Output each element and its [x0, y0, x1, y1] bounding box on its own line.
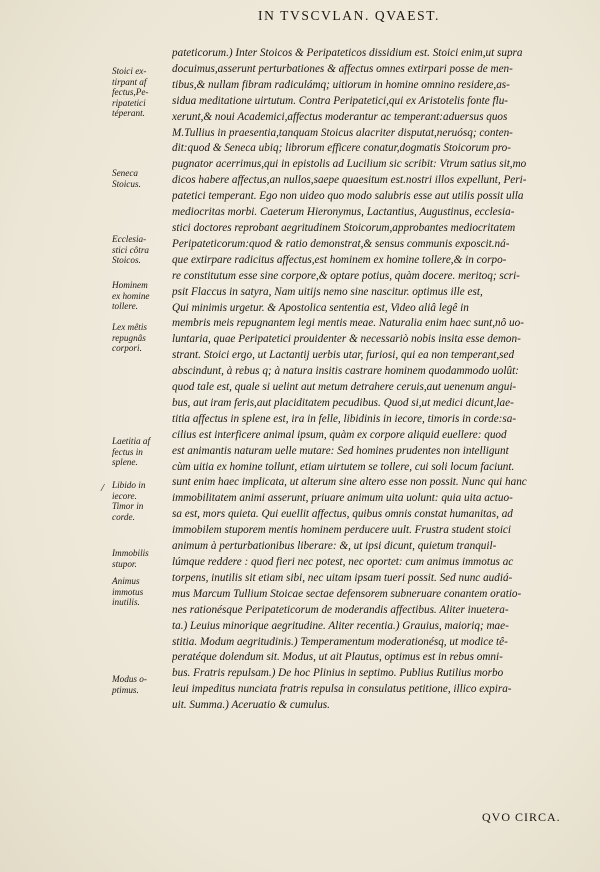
text-line: Qui minimis urgetur. & Apostolica sententia est, Video aliâ legê in — [172, 301, 469, 314]
margin-note-line: tirpant af — [112, 76, 147, 87]
text-line: torpens, inutilis sit etiam sibi, nec uitam ipsam tueri possit. Sed nunc audiá- — [172, 571, 513, 584]
text-line: que extirpare radicitus affectus,est hominem ex homine tollere,& in corpo- — [172, 253, 507, 266]
text-line: est animantis naturam uelle mutare: Sed homines prudentes non intelligunt — [172, 444, 509, 457]
margin-note-line: Seneca — [112, 168, 139, 178]
text-line: immobilem stuporem mentis hominem perducere uult. Frustra student stoici — [172, 524, 512, 537]
text-line: luntaria, quae Peripatetici prouidenter & necessariò nobis insita esse demon- — [172, 333, 521, 346]
margin-note-line: ptimus. — [112, 684, 139, 695]
text-line: bus, aut iram feris,aut placiditatem pecudibus. Quod si,ut medici dicunt,lae- — [172, 396, 514, 409]
text-line: mediocritas morbi. Caeterum Hieronymus, Lactantius, Augustinus, ecclesia- — [172, 206, 515, 219]
margin-note-seneca — [112, 168, 172, 189]
text-line: strant. Stoici ergo, ut Lactantij uerbis utar, furiosi, qui ea non temperant,sed — [172, 349, 515, 362]
margin-note-line: Stoicus. — [112, 178, 141, 189]
text-line: dicos habere affectus,an nullos,saepe quaesitum est.nostri illos expellunt, Peri- — [172, 174, 527, 187]
margin-note-line: Hominem — [112, 280, 148, 290]
text-line: titia affectus in splene est, ira in felle, libidinis in iecore, timoris in corde:sa- — [172, 412, 517, 425]
margin-note-line: Timor in — [112, 501, 144, 512]
margin-note-line: iecore. — [112, 490, 137, 501]
text-line: M.Tullius in praesentia,tanquam Stoicus alacriter disputat,neruósq; conten- — [172, 126, 513, 139]
text-line: patetici temperant. Ego non uideo quo modo salubris esse aut utilis possit ulla — [172, 190, 524, 203]
text-line: stitia. Modum aegritudinis.) Temperamentum moderationésq, ut modice tê- — [172, 635, 508, 648]
text-line: cilius est interficere animal ipsum, quàm ex corpore aliquid euellere: quod — [172, 428, 507, 441]
text-line: sidua meditatione uirtutum. Contra Peripatetici,qui ex Aristotelis fonte flu- — [172, 94, 509, 107]
text-line: pugnator acerrimus,qui in epistolis ad Lucilium sic scribit: Vtrum satius sit,mo — [172, 158, 527, 171]
margin-note-line: corpori. — [112, 343, 142, 354]
margin-note-line: stupor. — [112, 558, 137, 569]
margin-note-line: repugnâs — [112, 332, 146, 343]
text-line: re constitutum esse sine corpore,& optare potius, quàm docere. meritoq; scri- — [172, 269, 520, 282]
margin-note-line: stici côtra — [112, 244, 150, 255]
text-line: stici doctores reprobant aegritudinem Stoicorum,approbantes mediocritatem — [172, 221, 516, 234]
margin-note-line: Modus o- — [112, 674, 147, 684]
text-line: psit Flaccus in satyra, Nam uitijs nemo sine nascitur. optimus ille est, — [172, 285, 483, 298]
margin-note-line: tollere. — [112, 301, 138, 312]
text-line: xerunt,& noui Academici,affectus moderantur ac temperant:aduersus quos — [172, 110, 508, 123]
margin-note-line: ripatetici — [112, 97, 146, 108]
margin-note-line: téperant. — [112, 108, 145, 119]
margin-note-hominem — [112, 280, 172, 312]
margin-note-line: splene. — [112, 457, 138, 468]
text-line: ta.) Leuius minorique aegritudine. Aliter recentia.) Grauius, maioriq; mae- — [172, 619, 509, 632]
text-line: cùm uitia ex homine tollunt, etiam uirtutem se tollere, cui soli locum faciunt. — [172, 460, 515, 473]
margin-note-line: Lex mêtis — [112, 322, 147, 332]
commentary-text — [172, 46, 577, 714]
text-line: immobilitatem animi asserunt, priuare animum uita uolunt: quia uita actuo- — [172, 492, 513, 505]
margin-note-libido — [112, 480, 172, 522]
text-line: bus. Fratris repulsam.) De hoc Plinius in septimo. Publius Rutilius morbo — [172, 667, 504, 680]
margin-note-line: fectus in — [112, 446, 143, 457]
margin-note-line: Ecclesia- — [112, 234, 147, 244]
margin-note-line: corde. — [112, 511, 135, 522]
margin-note-line: Laetitia af — [112, 436, 151, 446]
text-line: animum à perturbationibus liberare: &, ut ipsi dicunt, quietum tranquil- — [172, 540, 497, 553]
text-line: sa est, mors quieta. Qui euellit affectus, quibus omnis constat humanitas, ad — [172, 508, 513, 521]
text-line: mus Marcum Tullium Stoicae sectae defensorem subneruare conantem oratio- — [172, 587, 522, 600]
margin-note-line: Immobilis — [112, 548, 149, 558]
margin-note-line: Animus — [112, 576, 140, 586]
margin-note-lex-mentis — [112, 322, 172, 354]
text-line: peratéque dolendum sit. Modus, ut ait Plautus, optimus est in rebus omni- — [172, 651, 503, 664]
text-line: leui impeditus nunciata fratris repulsa in consulatus petitione, illico expira- — [172, 683, 512, 696]
margin-note-immobilis — [112, 548, 172, 569]
margin-note-line: ex homine — [112, 290, 150, 301]
text-line: nes rationésque Peripateticorum de moderandis affectibus. Aliter inuetera- — [172, 603, 509, 616]
text-line: uit. Summa.) Aceruatio & cumulus. — [172, 699, 330, 712]
text-line: membris meis repugnantem legi mentis meae. Naturalia enim haec sunt,nô uo- — [172, 317, 524, 330]
margin-note-line: inutilis. — [112, 597, 140, 608]
text-line: tibus,& nullam fibram radiculámq; uitiorum in homine omnino residere,as- — [172, 78, 510, 91]
margin-note-line: Stoici ex- — [112, 66, 147, 76]
text-line: pateticorum.) Inter Stoicos & Peripateticos dissidium est. Stoici enim,ut supra — [172, 47, 523, 59]
margin-note-modus — [112, 674, 172, 695]
margin-note-stoici — [112, 66, 172, 119]
text-line: Peripateticorum:quod & ratio demonstrat,& sensus communis exposcit.ná- — [172, 237, 510, 250]
text-line: docuimus,asserunt perturbationes & affectus omnes extirpari posse de men- — [172, 62, 513, 75]
text-line: dit:quod & Seneca ubiq; librorum efficere conatur,dogmatis Stoicorum pro- — [172, 142, 511, 155]
running-header: IN TVSCVLAN. QVAEST. — [258, 8, 441, 23]
margin-note-laetitia — [112, 436, 172, 468]
text-line: quod tale est, quale si uelint aut metum detrahere ceruis,aut uenenum angui- — [172, 381, 517, 394]
text-line: abscindunt, à rebus q; à natura insitis castrare hominem quodammodo uolût: — [172, 365, 519, 378]
catchword: QVO CIRCA. — [482, 810, 561, 824]
margin-note-line: Stoicos. — [112, 255, 141, 266]
text-line: lúmque reddere : quod fieri nec potest, nec oportet: cum animus immotus ac — [172, 556, 514, 568]
margin-mark: / — [101, 482, 105, 494]
margin-note-line: fectus,Pe- — [112, 87, 149, 98]
text-line: sunt enim haec implicata, ut alterum sine altero esse non possit. Nunc qui hanc — [172, 476, 527, 489]
margin-note-line: Libido in — [112, 480, 146, 490]
margin-note-animus — [112, 576, 172, 608]
margin-note-ecclesiastici — [112, 234, 172, 266]
margin-note-line: immotus — [112, 586, 144, 597]
